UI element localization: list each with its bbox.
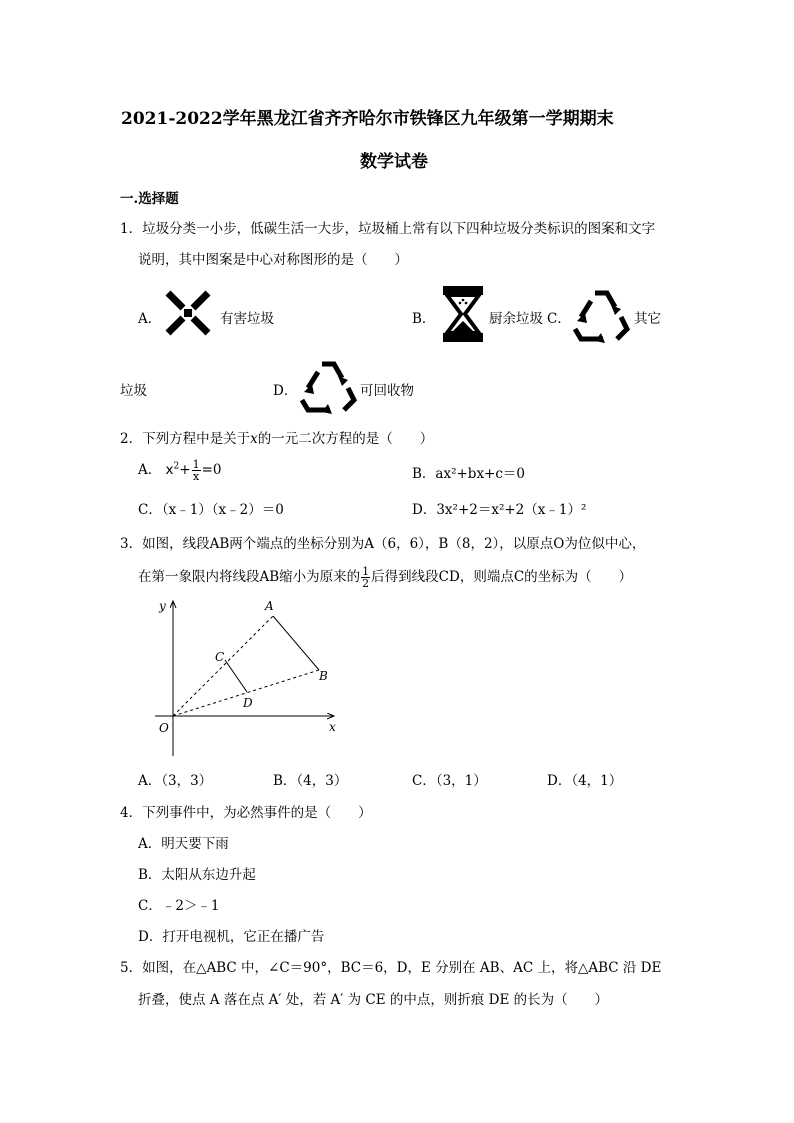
other-waste-recycle-icon [571,287,631,343]
q1-option-d-letter[interactable]: D． [273,383,298,399]
q2-option-b[interactable]: B．ax²+bx+c＝0 [412,466,526,482]
q1-option-c-text: 其它 [634,311,661,327]
exam-title-line1: 2021-2022学年黑龙江省齐齐哈尔市铁锋区九年级第一学期期末 [121,109,614,129]
q3-fraction [361,566,370,589]
q4-option-a[interactable]: A．明天要下雨 [138,836,229,852]
label-o: O [159,721,169,735]
q1-stem-line2: 说明，其中图案是中心对称图形的是（ ） [138,252,408,268]
q3-option-a[interactable]: A．（3，3） [138,773,213,789]
q2-option-c[interactable]: C．（x﹣1）（x﹣2）＝0 [138,502,284,518]
q3-option-b[interactable]: B．（4，3） [273,773,348,789]
label-d: D [243,696,253,710]
q1-stem-line1: 1．垃圾分类一小步，低碳生活一大步，垃圾桶上常有以下四种垃圾分类标识的图案和文字 [120,221,656,237]
dashed-oa [173,616,273,716]
q2-option-a-fraction [192,459,201,482]
q4-stem: 4．下列事件中，为必然事件的是（ ） [120,805,372,821]
label-a: A [265,599,274,613]
q2-stem-post: 的一元二次方程的是（ ） [257,431,434,447]
q3-stem-post: 后得到线段CD，则端点C的坐标为（ ） [371,569,633,585]
q2-option-d[interactable]: D．3x²+2＝x²+2（x﹣1）² [412,502,587,518]
q2-option-a-rest: =0 [201,462,222,478]
q3-stem-line1: 3．如图，线段AB两个端点的坐标分别为A（6，6），B（8，2），以原点O为位似中心， [120,536,646,552]
q2-option-a-x: x [165,462,174,478]
exam-title-line2: 数学试卷 [360,152,428,172]
q3-frac-den: 2 [362,577,370,590]
q3-stem-pre: 在第一象限内将线段AB缩小为原来的 [138,569,361,585]
q1-option-c-text-cont: 垃圾 [120,383,147,399]
q2-stem [120,427,433,447]
q3-option-c[interactable]: C．（3，1） [412,773,487,789]
segment-ab [273,616,319,670]
q2-stem-pre: 2．下列方程中是关于 [120,431,251,447]
q3-frac-num: 1 [362,565,370,578]
recyclable-waste-icon [300,358,358,414]
section-heading: 一.选择题 [120,191,179,207]
q5-stem-line1: 5．如图，在△ABC 中，∠C＝90°，BC＝6，D，E 分别在 AB、AC 上，将△ABC 沿 DE [120,960,662,976]
kitchen-waste-icon [441,284,485,344]
q1-option-d-text: 可回收物 [360,383,414,399]
q2-option-a[interactable] [138,458,222,482]
label-b: B [319,669,328,683]
hazardous-waste-icon [163,288,213,338]
q2-option-a-sup: 2 [173,461,180,472]
q1-option-a-letter[interactable]: A． [138,311,162,327]
segment-cd [225,660,247,692]
q1-option-a-text: 有害垃圾 [220,311,274,327]
q1-option-b-text: 厨余垃圾 [489,311,543,327]
q4-option-b[interactable]: B．太阳从东边升起 [138,867,256,883]
label-c: C [215,650,225,664]
q2-option-a-plus: + [179,462,191,478]
q4-option-c[interactable]: C．﹣2＞﹣1 [138,898,220,914]
q3-stem-line2 [138,565,632,589]
q2-option-a-letter: A． [138,462,162,478]
q3-coordinate-diagram [145,598,355,758]
q1-option-c-letter[interactable]: C． [547,311,571,327]
label-y: y [159,599,166,613]
label-x: x [329,720,336,734]
q2-stem-var: x [250,431,258,447]
q1-option-b-letter[interactable]: B． [412,311,436,327]
q4-option-d[interactable]: D．打开电视机，它正在播广告 [138,929,325,945]
q5-stem-line2: 折叠，使点 A 落在点 A′ 处，若 A′ 为 CE 的中点，则折痕 DE 的长为（ ） [138,992,609,1008]
q2-option-a-den: x [192,470,200,483]
q2-option-a-num: 1 [192,458,200,471]
q3-option-d[interactable]: D．（4，1） [547,773,623,789]
